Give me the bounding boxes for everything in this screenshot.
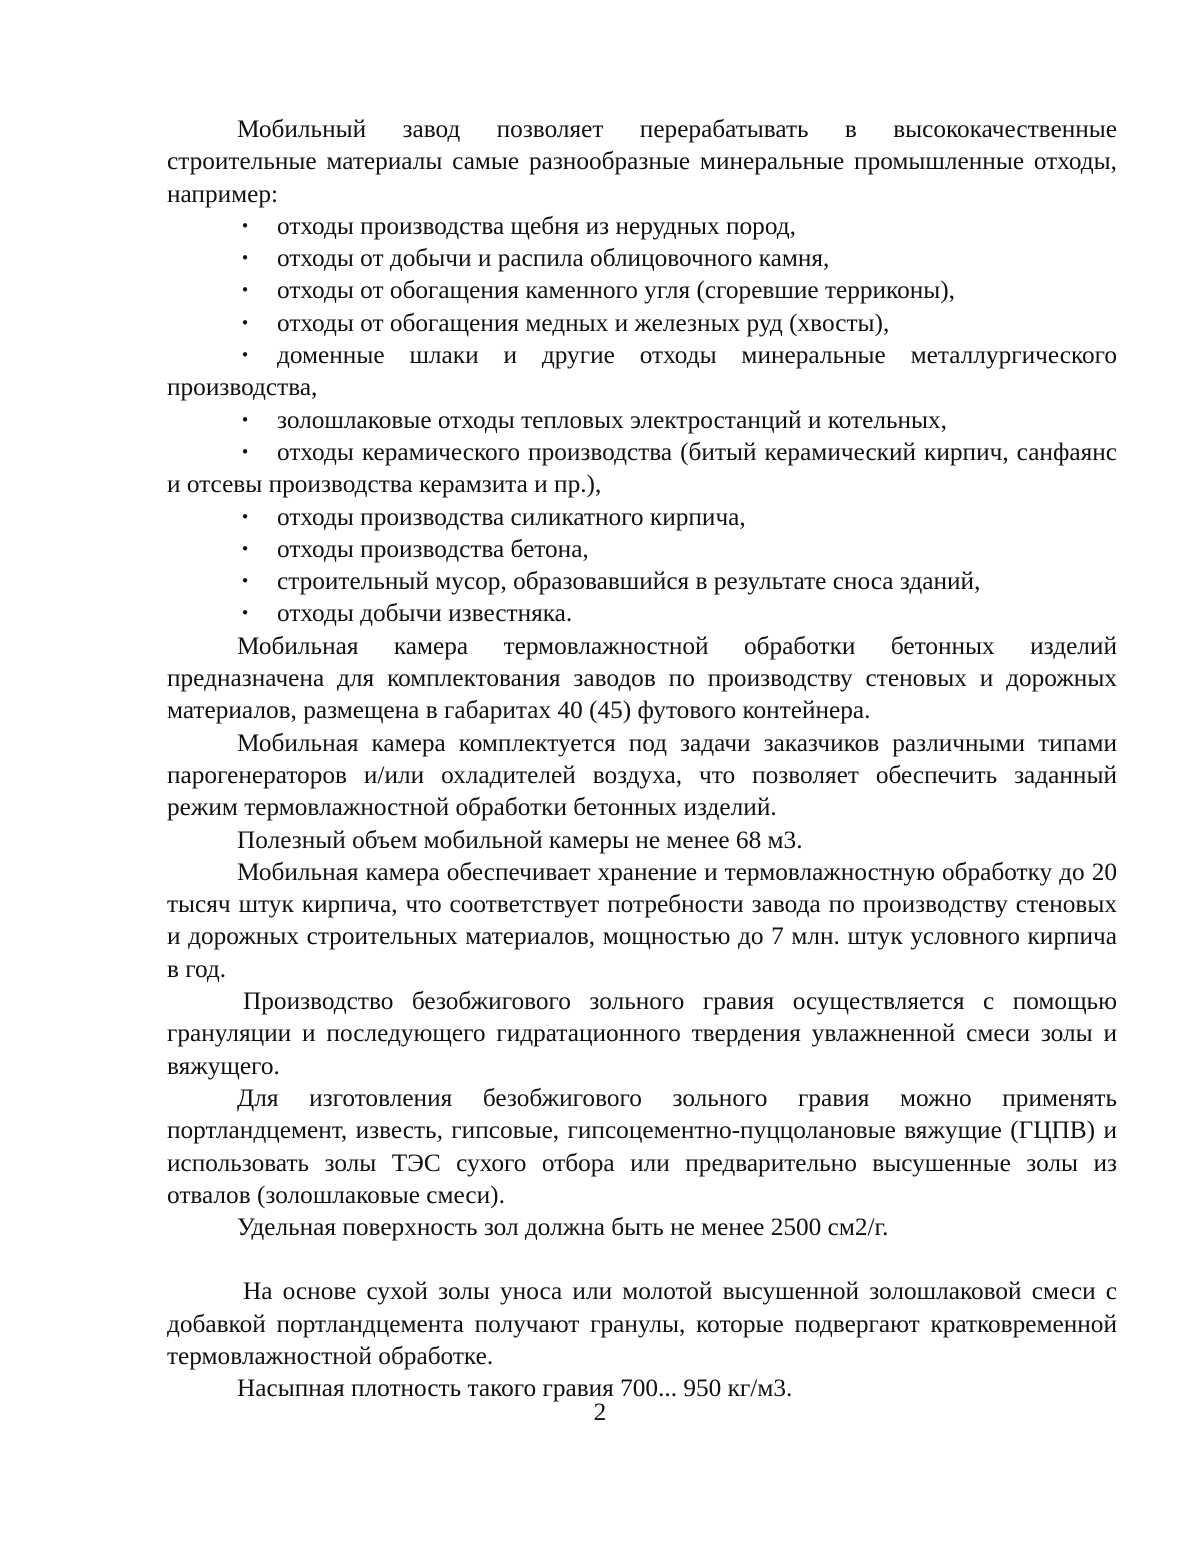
list-item	[167, 565, 1117, 597]
list-item-text: отходы керамического производства (битый керамический кирпич, санфаянс и отсевы производства керамзита и пр.),	[167, 437, 1117, 499]
list-item-text: доменные шлаки и другие отходы минеральные металлургического производства,	[167, 341, 1117, 402]
body-paragraph: Мобильная камера обеспечивает хранение и термовлажностную обработку до 20 тысяч штук кирпича, что соответствует потребности завода по производству стеновых и дорожных строительных материалов, мощностью до 7 млн. штук условного кирпича в год.	[167, 857, 1117, 983]
body-paragraph: На основе сухой золы уноса или молотой высушенной золошлаковой смеси с добавкой портландцемента получают гранулы, которые подвергают кратковременной термовлажностной обработке.	[167, 1277, 1117, 1370]
list-item-text: отходы от добычи и распила облицовочного камня,	[277, 244, 830, 273]
list-item	[167, 307, 1117, 339]
body-paragraph: Полезный объем мобильной камеры не менее 68 м3.	[237, 825, 803, 854]
body-paragraph: Насыпная плотность такого гравия 700... 950 кг/м3.	[237, 1374, 793, 1403]
list-item-text: отходы производства бетона,	[277, 534, 589, 563]
list-item	[167, 274, 1117, 306]
body-paragraph: Мобильная камера термовлажностной обработки бетонных изделий предназначена для комплектования заводов по производству стеновых и дорожных материалов, размещена в габаритах 40 (45) футового контейнера.	[167, 631, 1117, 725]
bullet-icon: •	[240, 281, 250, 300]
intro-paragraph: Мобильный завод позволяет перерабатывать в высококачественные строительные материалы самые разнообразные минеральные промышленные отходы, например:	[167, 115, 1117, 208]
paragraph-spacer	[167, 1243, 1117, 1275]
body-paragraph: Удельная поверхность зол должна быть не менее 2500 см2/г.	[237, 1213, 889, 1242]
bullet-icon: •	[240, 410, 250, 429]
list-item	[167, 210, 1117, 242]
bullet-icon: •	[240, 313, 250, 332]
body-paragraph: Для изготовления безобжигового зольного гравия можно применять портландцемент, известь, гипсовые, гипсоцементно-пуццолановые вяжущие (ГЦПВ) и использовать золы ТЭС сухого отбора или предварительно высушенные золы из отвалов (золошлаковые смеси).	[167, 1083, 1117, 1209]
list-item	[167, 436, 1117, 501]
bullet-icon: •	[240, 604, 250, 623]
list-item	[167, 501, 1117, 533]
bullet-icon: •	[240, 249, 250, 268]
list-item	[167, 533, 1117, 565]
list-item-text: отходы добычи известняка.	[277, 599, 573, 628]
bullet-icon: •	[240, 442, 250, 461]
list-item-text: строительный мусор, образовавшийся в результате сноса зданий,	[277, 567, 981, 596]
list-item	[167, 339, 1117, 404]
list-item-text: отходы от обогащения каменного угля (сгоревшие терриконы),	[277, 276, 955, 305]
list-item-text: золошлаковые отходы тепловых электростанций и котельных,	[277, 405, 948, 434]
bullet-icon: •	[240, 216, 250, 235]
document-page	[167, 113, 1117, 1405]
list-item	[167, 597, 1117, 629]
waste-list	[167, 210, 1117, 630]
list-item-text: отходы производства силикатного кирпича,	[277, 502, 746, 531]
list-item	[167, 404, 1117, 436]
list-item	[167, 242, 1117, 274]
bullet-icon: •	[240, 507, 250, 526]
bullet-icon: •	[240, 539, 250, 558]
bullet-icon: •	[240, 572, 250, 591]
list-item-text: отходы от обогащения медных и железных руд (хвосты),	[277, 308, 890, 337]
body-paragraph: Производство безобжигового зольного гравия осуществляется с помощью грануляции и последующего гидратационного твердения увлажненной смеси золы и вяжущего.	[167, 987, 1117, 1080]
page-number: 2	[593, 1398, 607, 1426]
list-item-text: отходы производства щебня из нерудных пород,	[277, 211, 796, 240]
body-paragraph: Мобильная камера комплектуется под задачи заказчиков различными типами парогенераторов и/или охладителей воздуха, что позволяет обеспечить заданный режим термовлажностной обработки бетонных изделий.	[167, 728, 1117, 822]
bullet-icon: •	[240, 346, 250, 365]
